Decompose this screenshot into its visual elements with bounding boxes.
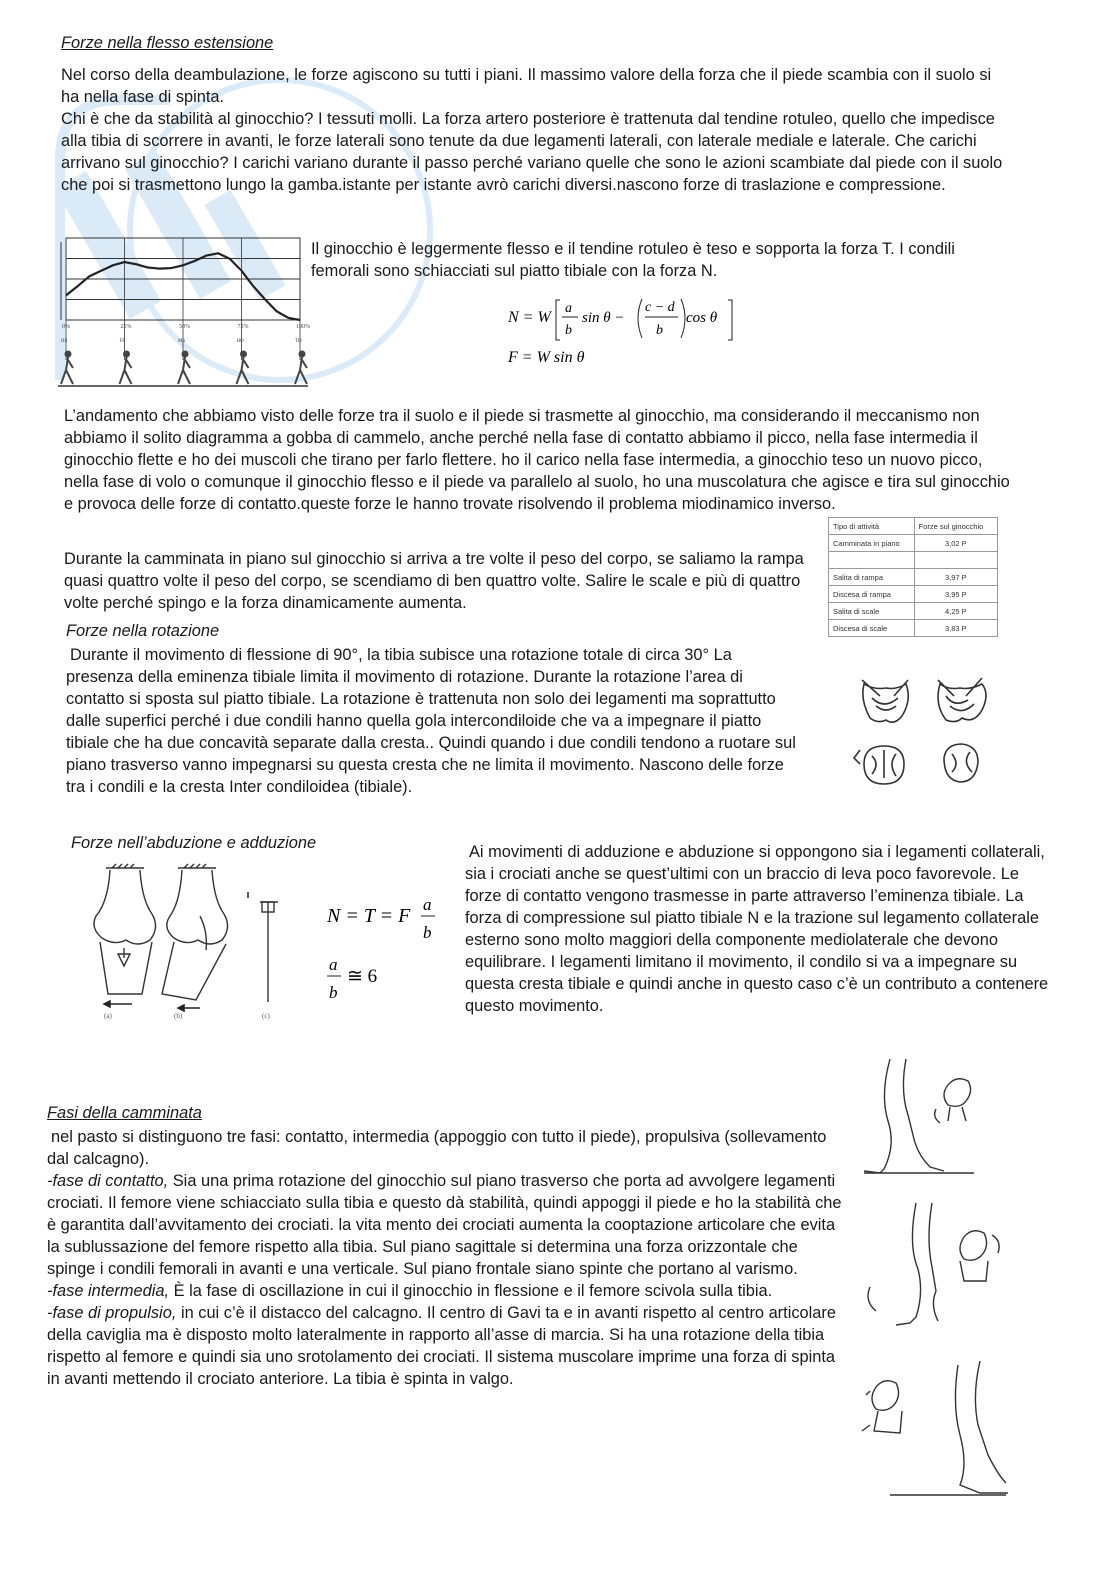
paragraph-rotation: Durante il movimento di flessione di 90°, la tibia subisce una rotazione totale di circa 30° La presenza della eminenza tibiale limita il movimento di rotazione. Durante la rotazione l’area di contatto si sposta sul piatto tibiale. La rotazione è trattenuta non solo dei legamenti ma soprattutto dalle superfici perché i due condili hanno quella gola intercondiloide che va a impegnare il piatto tibiale che ha due concavità separate dalla cresta.. Quindi quando i due condili tendono a ruotare sul piano trasverso vanno impegnarsi su questa cresta che ne limita il movimento. Nascono delle forze tra i condili e la cresta Inter condiloidea (tibiale). (66, 646, 796, 796)
gait-phase-leg-illustrations (860, 1055, 1020, 1505)
formula-NTF-b: b (423, 923, 432, 942)
walking-phases-text (47, 1126, 847, 1390)
chart-ticks (61, 324, 310, 344)
table-header-row (829, 518, 998, 535)
label-propulsion-phase: -fase di propulsio, (47, 1304, 177, 1322)
table-row (829, 586, 998, 603)
condyle-rotation-illustration (850, 660, 1000, 800)
section-heading-abduction: Forze nell’abduzione e adduzione (71, 834, 317, 852)
table-cell: Salita di scale (829, 603, 915, 620)
formula-ratio-rhs: ≅ 6 (347, 966, 378, 987)
text-intermediate-phase: È la fase di oscillazione in cui il ginocchio in flessione e il femore scivola sulla tibia. (173, 1282, 773, 1300)
section-heading-walking-phases: Fasi della camminata (47, 1104, 202, 1122)
section-heading-rotation: Forze nella rotazione (66, 622, 220, 640)
formula-N-lhs: N = W (508, 309, 551, 326)
table-row (829, 552, 998, 569)
formula-F: F = W sin θ (508, 349, 585, 366)
chart-phase-label: HS (61, 339, 68, 344)
table-row (829, 603, 998, 620)
paragraph-walking-loads: Durante la camminata in piano sul ginocchio si arriva a tre volte il peso del corpo, se saliamo la rampa quasi quattro volte il peso del corpo, se scendiamo di ben quattro volte. Salire le scale e più di quattro volte perché spingo e la forza dinamicamente aumenta. (64, 550, 804, 612)
paragraph-phases-intro: nel pasto si distinguono tre fasi: contatto, intermedia (appoggio con tutto il piede), propulsiva (sollevamento dal calcagno). (47, 1128, 827, 1168)
paragraph-knee-forces-TN: Il ginocchio è leggermente flesso e il tendine rotuleo è teso e sopporta la forza T. I condili femorali sono schiacciati sul piatto tibiale con la forza N. (311, 240, 955, 280)
formula-N-cd: c − d (645, 300, 675, 315)
table-cell: 4,25 P (914, 603, 997, 620)
formula-N-a: a (565, 301, 572, 316)
text-contact-phase: Sia una prima rotazione del ginocchio sul piano trasverso che porta ad avvolgere legamenti crociati. Il femore viene schiacciato sulla tibia e questo dà stabilità, quindi appoggi il piede e ho la stabilità che è garantita dall’avvitamento dei crociati. la vita mento dei crociati aumenta la cooptazione articolare che evita la sublussazione del femore rispetto alla tibia. Sul piano sagittale si determina una forza orizzontale che spinge i condili femorali in avanti e una verticale. Sul piano frontale siano spinte che portano al varismo. (47, 1172, 842, 1278)
chart-tick-label: 25% (120, 324, 132, 330)
formula-abduction (325, 886, 445, 1006)
formula-ratio-b: b (329, 983, 338, 1002)
table-header-force: Forze sul ginocchio (914, 518, 997, 535)
table-cell: 3,02 P (914, 535, 997, 552)
walking-figure-icon (178, 351, 190, 384)
paragraph-abduction: Ai movimenti di adduzione e abduzione si oppongono sia i legamenti collaterali, sia i crociati anche se quest’ultimi con un braccio di leva poco favorevole. Le forze di contatto vengono trasmesse in parte attraverso l’eminenza tibiale. La forza di compressione sul piatto tibiale N e la trazione sul legamento collaterale esterno sono molto maggiori della componente mediolaterale che devono equilibrare. I legamenti limitano il movimento, il condilo si va a impegnare su questa cresta tibiale e quindi anche in questo caso c’è un contributo a contenere questo movimento. (465, 843, 1049, 1015)
paragraph-knee-load-curve: L’andamento che abbiamo visto delle forze tra il suolo e il piede si trasmette al ginocchio, ma considerando il meccanismo non abbiamo il solito diagramma a gobba di cammelo, anche perché nella fase di contatto abbiamo il picco, nella fase intermedia il ginocchio flette e ho dei muscoli che tirano per farlo flettere. ho il carico nella fase intermedia, a ginocchio teso un nuovo picco, nella fase di volo o comunque il ginocchio flesso e il piede va parallelo al suolo, ho una muscolatura che agisce e tira sul ginocchio e provoca delle forze di contatto.queste forze le hanno trovate risolvendo il problema miodinamico inverso. (64, 407, 1010, 513)
table-cell: 3,97 P (914, 569, 997, 586)
table-header-activity: Tipo di attività (829, 518, 915, 535)
chart-tick-label: 75% (237, 324, 249, 330)
chart-tick-label: 0% (62, 324, 70, 330)
formula-NTF-lhs: N = T = F (327, 905, 411, 927)
table-cell: 3,95 P (914, 586, 997, 603)
paragraph-propulsion-phase (47, 1302, 847, 1390)
fig-label-c: (c) (262, 1012, 270, 1020)
chart-tick-label: 100% (296, 324, 310, 330)
text-propulsion-phase: in cui c’è il distacco del calcagno. Il centro di Gavi ta e in avanti rispetto al centro articolare della caviglia ma è disposto molto lateralmente in rapporto all’asse di marcia. Si ha una rotazione della tibia rispetto al femore e quindi sia uno srotolamento dei crociati. Il sistema muscolare imprime una forza di spinta in avanti mettendo il crociato anteriore. La tibia è spinta in valgo. (47, 1304, 836, 1388)
paragraph-intermediate-phase (47, 1280, 847, 1302)
formula-N (500, 290, 740, 370)
formula-N-b2: b (656, 323, 663, 338)
walking-figure-icon (237, 351, 249, 384)
abduction-knee-illustration (82, 862, 294, 1022)
fig-label-a: (a) (104, 1012, 112, 1020)
formula-N-cos: cos θ (686, 310, 718, 326)
knee-force-table (828, 517, 998, 637)
paragraph-knee-stability: Chi è che da stabilità al ginocchio? I tessuti molli. La forza artero posteriore è trattenuta dal tendine rotuleo, quello che impedisce alla tibia di scorrere in avanti, le forze laterali sono tenute da due legamenti laterali, con laterale mediale e laterale. Che carichi arrivano sul ginocchio? I carichi variano durante il passo perché variano quelle che sono le azioni scambiate dal piede con il suolo che poi si trasmettono lungo la gamba.istante per istante avrò carichi diversi.nascono forze di traslazione e compressione. (61, 110, 1003, 194)
table-cell (829, 552, 915, 569)
table-cell: Discesa di scale (829, 620, 915, 637)
walking-figure-icon (61, 351, 73, 384)
table-cell (914, 552, 997, 569)
label-contact-phase: -fase di contatto, (47, 1172, 169, 1190)
chart-tick-label: 50% (179, 324, 190, 330)
chart-phase-label: FF (119, 339, 126, 344)
gait-force-chart (58, 232, 308, 390)
formula-N-sin: sin θ − (582, 310, 625, 326)
formula-NTF-a: a (423, 895, 432, 914)
table-row (829, 535, 998, 552)
chart-phase-label: TO (295, 339, 302, 344)
table-cell: Discesa di rampa (829, 586, 915, 603)
walking-figures (61, 351, 307, 384)
walking-figure-icon (295, 351, 307, 384)
formula-ratio-a: a (329, 955, 338, 974)
table-row (829, 620, 998, 637)
chart-phase-label: HO (236, 339, 244, 344)
table-cell: 3,83 P (914, 620, 997, 637)
paragraph-gait-forces: Nel corso della deambulazione, le forze agiscono su tutti i piani. Il massimo valore della forza che il piede scambia con il suolo si ha nella fase di spinta. (61, 66, 992, 106)
label-intermediate-phase: -fase intermedia, (47, 1282, 170, 1300)
formula-N-b: b (565, 323, 572, 338)
table-cell: Salita di rampa (829, 569, 915, 586)
table-row (829, 569, 998, 586)
section-heading-flexion: Forze nella flesso estensione (61, 34, 274, 52)
table-cell: Camminata in piano (829, 535, 915, 552)
walking-figure-icon (120, 351, 132, 384)
fig-label-b: (b) (174, 1012, 183, 1020)
chart-phase-label: MS (178, 339, 186, 344)
paragraph-contact-phase (47, 1170, 847, 1280)
